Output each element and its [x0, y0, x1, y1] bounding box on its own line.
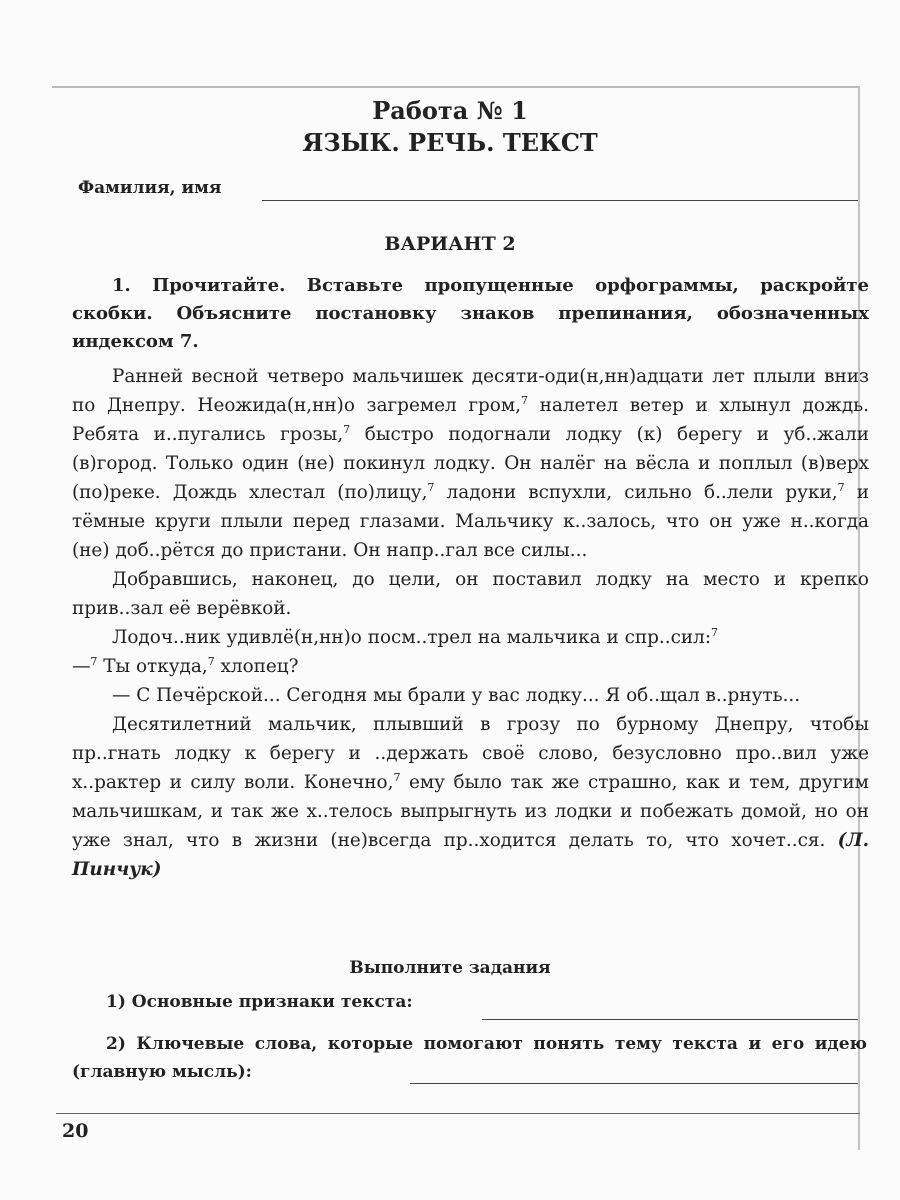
- task-instruction: [72, 272, 869, 356]
- question-2: [72, 1030, 867, 1086]
- question-1-answer-line[interactable]: [482, 1019, 858, 1020]
- subject-title: ЯЗЫК. РЕЧЬ. ТЕКСТ: [302, 128, 598, 157]
- passage-text: Десятилетний мальчик, плывший в грозу по бурному Днепру, чтобы пр..гнать лодку к берегу и ..держать своё слово, безусловно про..вил уже х..рактер и силу воли. Конечно,: [72, 714, 869, 793]
- punctuation-index: 7: [393, 770, 401, 784]
- name-answer-line[interactable]: [262, 200, 858, 201]
- passage-text: ладони вспухли, сильно б..лели руки,: [434, 482, 838, 503]
- passage-text: ему было так же страшно, как и тем, другим мальчишкам, и так же х..телось выпрыгнуть из лодки и побежать домой, но он уже знал, что в жизни (не)всегда пр..ходится делать то, что хочет..ся.: [72, 772, 869, 851]
- passage-text: быстро подогнали лодку (к) берегу и уб..жали (в)город. Только один (не) покинул лодку. Он налёг на вёсла и поплыл (в)верх (по)реке. Дождь хлестал (по)лицу,: [72, 424, 869, 503]
- passage-text: хлопец?: [214, 656, 299, 677]
- passage-paragraph: [72, 362, 869, 565]
- punctuation-index: 7: [343, 422, 351, 436]
- punctuation-index: 7: [90, 654, 98, 668]
- question-2-text: 2) Ключевые слова, которые помогают понять тему текста и его идею (главную мысль):: [72, 1034, 867, 1082]
- passage-dialogue: [72, 652, 869, 681]
- name-label: Фамилия, имя: [78, 178, 222, 198]
- variant-heading: ВАРИАНТ 2: [384, 233, 516, 255]
- question-2-answer-line[interactable]: [410, 1083, 858, 1084]
- reading-passage: [72, 362, 869, 884]
- task-text: 1. Прочитайте. Вставьте пропущенные орфограммы, раскройте скобки. Объясните постановку знаков препинания, обозначенных индексом 7.: [72, 275, 869, 352]
- passage-text: налетел ветер и хлынул дождь. Ребята и..пугались грозы,: [72, 395, 869, 445]
- passage-text: и тёмные круги плыли перед глазами. Мальчику к..залось, что он уже н..когда (не) доб..рётся до пристани. Он напр..гал все силы...: [72, 482, 869, 561]
- passage-text: Добравшись, наконец, до цели, он поставил лодку на место и крепко прив..зал её верёвкой.: [72, 569, 869, 619]
- name-field-row: [78, 178, 858, 204]
- passage-text: Ты откуда,: [97, 656, 208, 677]
- passage-paragraph: [72, 623, 869, 652]
- work-title: Работа № 1: [372, 96, 528, 125]
- question-1: 1) Основные признаки текста:: [106, 992, 413, 1012]
- passage-paragraph: [72, 710, 869, 884]
- passage-paragraph: [72, 565, 869, 623]
- page-frame-top: [52, 86, 860, 88]
- punctuation-index: 7: [207, 654, 215, 668]
- punctuation-index: 7: [520, 393, 528, 407]
- passage-author: (Л. Пинчук): [72, 830, 869, 880]
- passage-text: Лодоч..ник удивлё(н,нн)о посм..трел на мальчика и спр..сил:: [112, 627, 712, 648]
- passage-text: Ранней весной четверо мальчишек десяти-оди(н,нн)адцати лет плыли вниз по Днепру. Неожида(н,нн)о загремел гром,: [72, 366, 869, 416]
- assignments-heading: Выполните задания: [349, 958, 551, 978]
- passage-dialogue: [72, 681, 869, 710]
- footer-divider: [56, 1113, 860, 1114]
- page-number: 20: [62, 1120, 89, 1142]
- passage-text: — С Печёрской... Сегодня мы брали у вас лодку... Я об..щал в..рнуть...: [112, 685, 801, 706]
- punctuation-index: 7: [711, 625, 719, 639]
- punctuation-index: 7: [837, 480, 845, 494]
- punctuation-index: 7: [427, 480, 435, 494]
- passage-text: —: [72, 656, 91, 677]
